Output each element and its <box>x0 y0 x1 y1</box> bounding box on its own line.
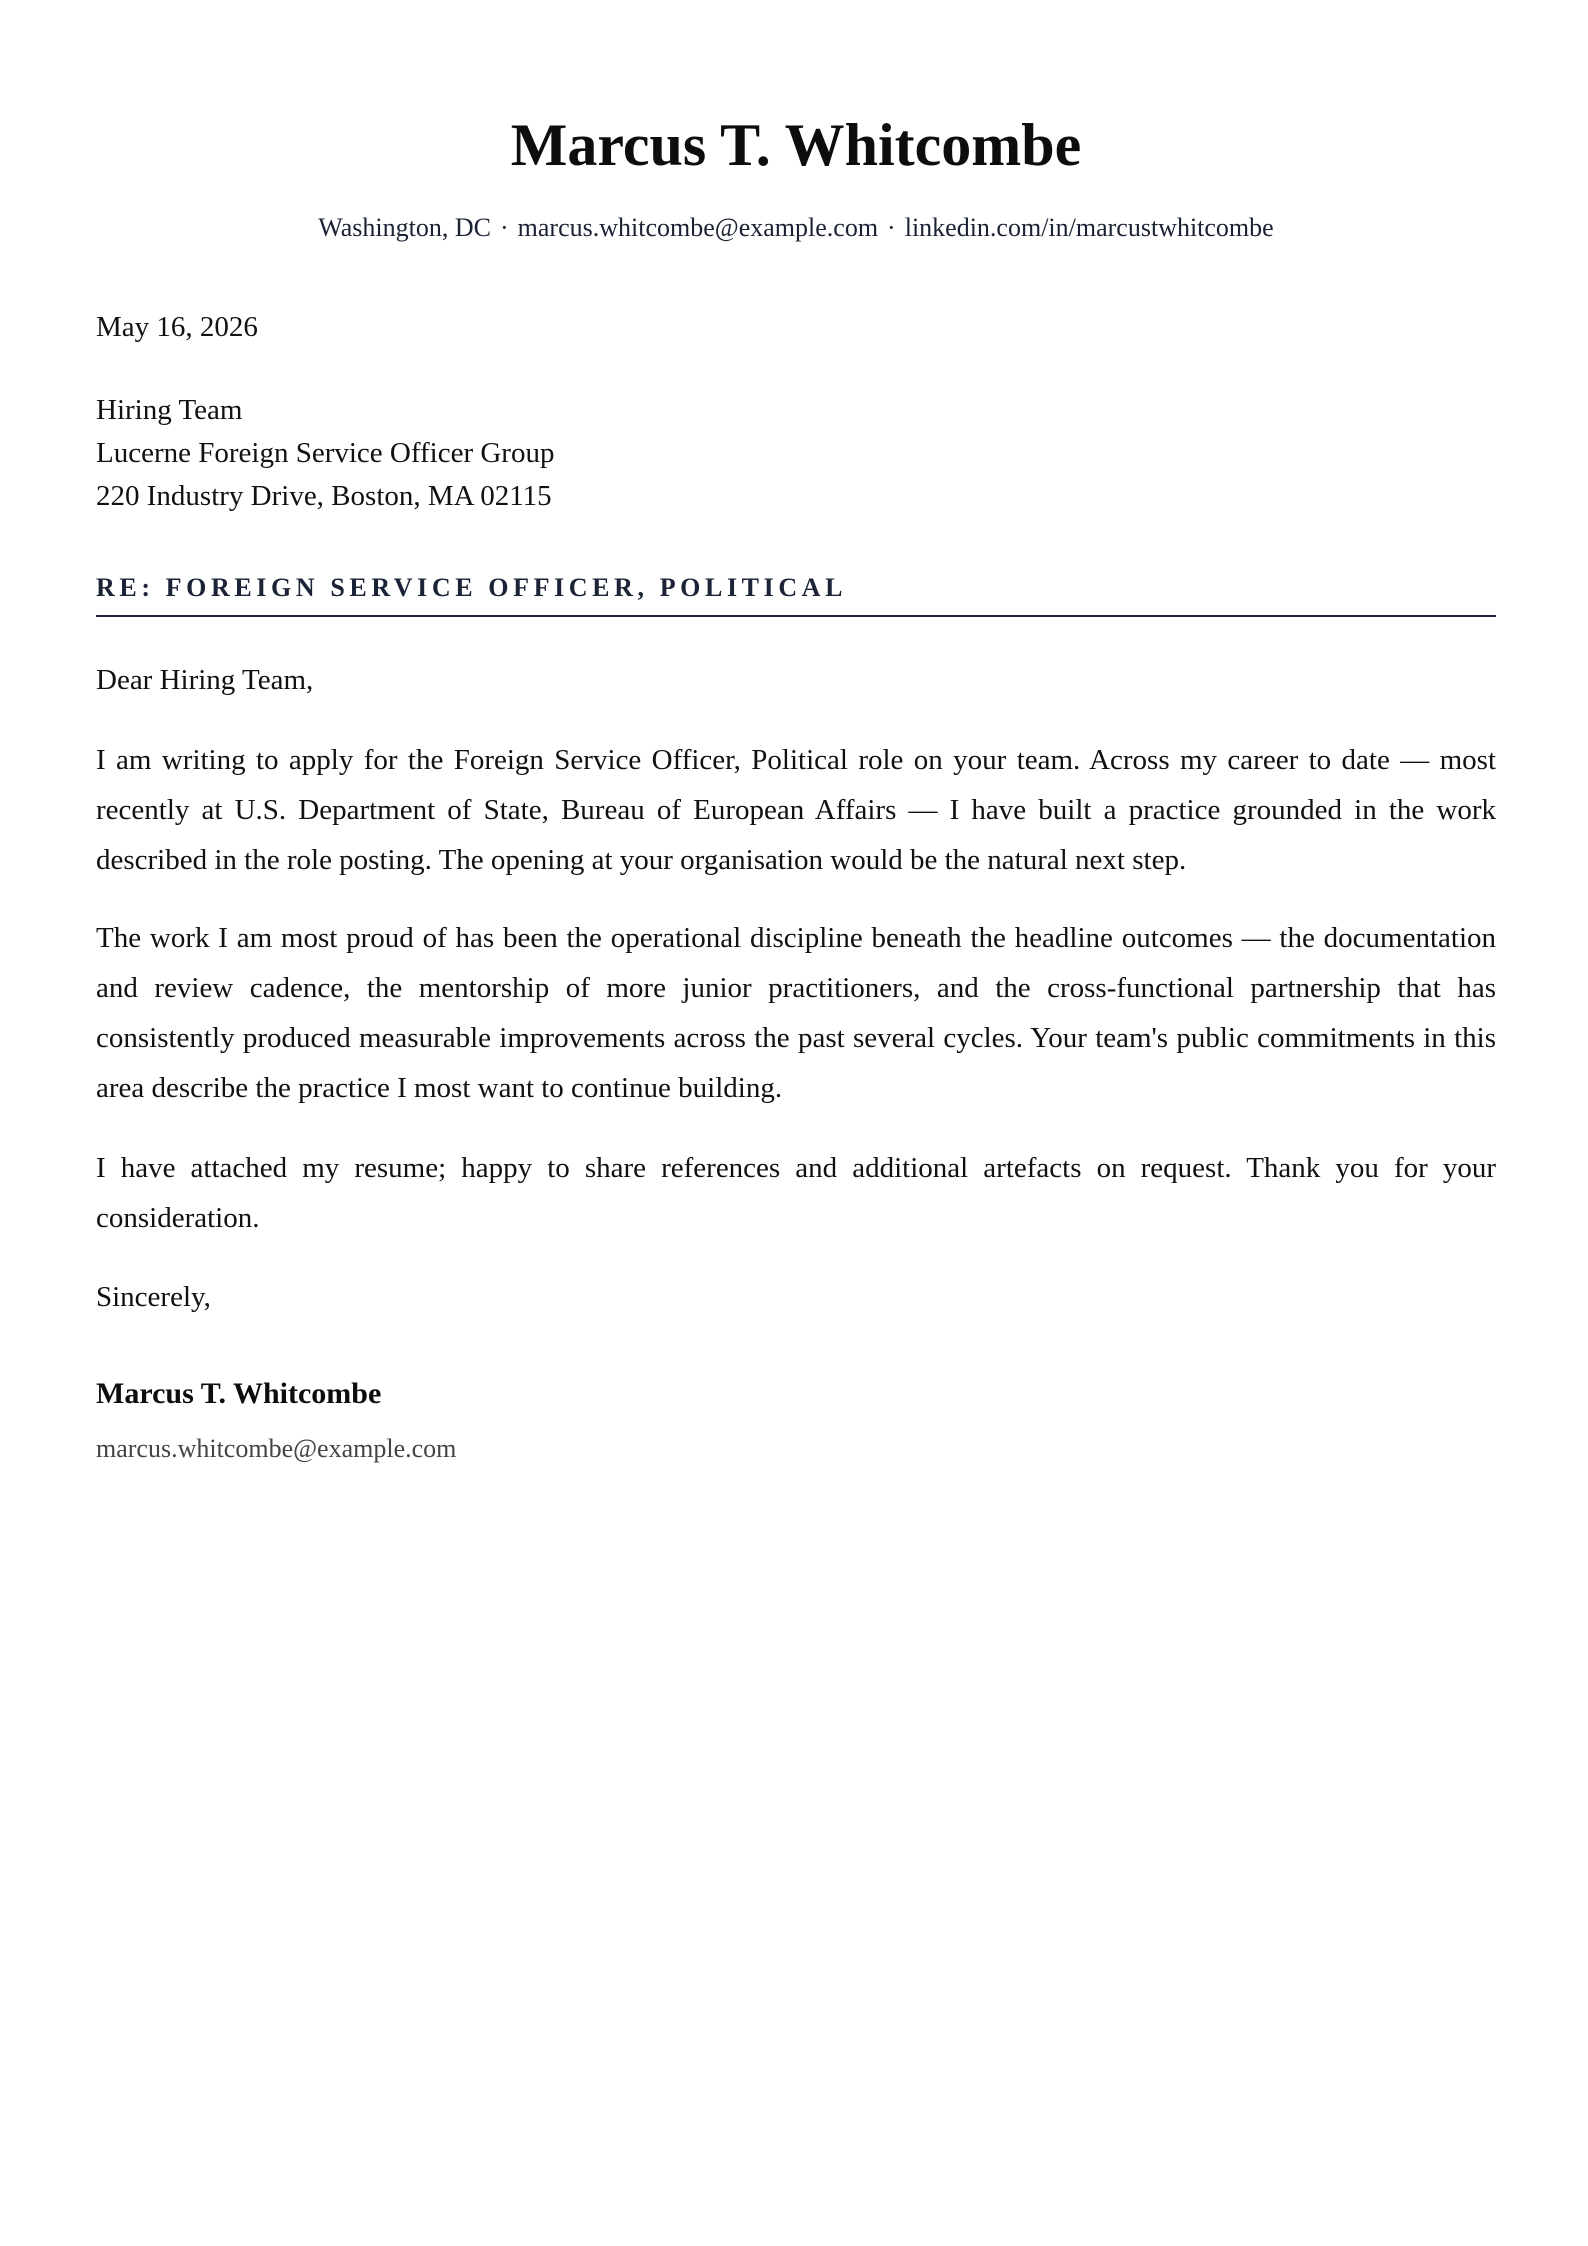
body-paragraph: I have attached my resume; happy to share references and additional artefacts on request. Thank you for your consideration. <box>96 1152 1496 1234</box>
closing: Sincerely, <box>96 1281 211 1313</box>
subject-divider <box>96 615 1496 617</box>
contact-line <box>96 210 1496 246</box>
salutation: Dear Hiring Team, <box>96 664 314 696</box>
body-paragraph: The work I am most proud of has been the operational discipline beneath the headline outcomes — the documentation and review cadence, the mentorship of more junior practitioners, and the cross-functional partnership that has consistently produced measurable improvements across the past several cycles. Your team's public commitments in this area describe the practice I most want to continue building. <box>96 922 1496 1104</box>
contact-linkedin-link[interactable]: linkedin.com/in/marcustwhitcombe <box>904 213 1274 242</box>
contact-separator: · <box>499 213 509 242</box>
recipient-line: 220 Industry Drive, Boston, MA 02115 <box>96 480 552 512</box>
recipient-address-block <box>96 389 554 518</box>
contact-location: Washington, DC <box>318 213 491 242</box>
subject-line: RE: FOREIGN SERVICE OFFICER, POLITICAL <box>96 573 848 602</box>
contact-email-link[interactable]: marcus.whitcombe@example.com <box>517 213 879 242</box>
signature-email[interactable]: marcus.whitcombe@example.com <box>96 1434 457 1463</box>
applicant-name-heading: Marcus T. Whitcombe <box>510 112 1082 178</box>
signature-name: Marcus T. Whitcombe <box>96 1377 382 1410</box>
body-paragraph: I am writing to apply for the Foreign Service Officer, Political role on your team. Across my career to date — most recently at U.S. Department of State, Bureau of European Affairs — I have built a practice grounded in the work described in the role posting. The opening at your organisation would be the natural next step. <box>96 744 1496 876</box>
letter-date: May 16, 2026 <box>96 311 258 343</box>
contact-separator: · <box>887 213 896 242</box>
recipient-line: Hiring Team <box>96 394 243 426</box>
recipient-line: Lucerne Foreign Service Officer Group <box>96 437 555 469</box>
